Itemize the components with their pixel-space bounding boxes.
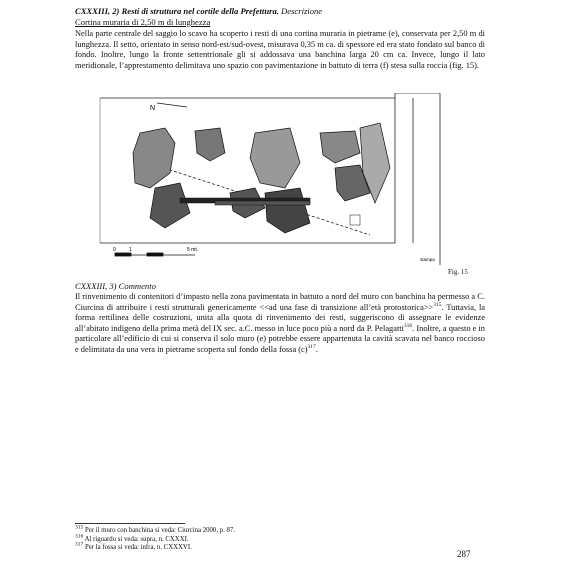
footnote-315: $^{315}$ Per il muro con banchina si veda: Ciurcina 2000, p. 87. (75, 524, 236, 534)
wall-subheading: Cortina muraria di 2,50 m di lunghezza (75, 17, 211, 27)
commento-text: Il rinvenimento di contenitori d’impasto nella zona pavimentata in battuto a nord del muro con banchina ha permesso a C. Ciurcina di attribuire i resti strutturali genericamente <<ad una fase di transizione all’età protostorica>>$^{315}$. Tuttavia, la forma rettilinea delle costruzioni, unita alla quota di rinvenimento dei resti, suggeriscono di assegnare le evidenze all’abitato indigeno della prima metà del IX sec. a.C. messo in luce poco più a nord da P. Pelagatti$^{316}$. Inoltre, a questo e in particolare all’edificio di cui si conserva il solo muro (e) potrebbe essere appartenuta la cavità scavata nel banco roccioso e delimitata da una vera in pietrame scoperta sul fondo della fossa $(c)^{317}$. (75, 292, 485, 354)
footnote-divider (75, 523, 185, 524)
footnote-ref-315[interactable]: 315 (433, 301, 442, 308)
section-heading-title: CXXXIII, 2) Resti di struttura nel cortile della Prefettura. (75, 6, 279, 16)
description-text: Nella parte centrale del saggio lo scavo ha scoperto i resti di una cortina muraria in pietrame (e), conservata per 2,50 m di lunghezza. Il setto, orientato in senso nord-est/sud-ovest, misurava 0,35 m ca. di spessore ed era stato fondato sul banco di fondo. Inoltre, lungo la fronte settentrionale gli si addossava una banchina larga 20 cm ca. Invece, lungo il lato meridionale, l’apprestamento delimitava uno spazio con pavimentazione in battuto di terra (f) stesa sulla roccia (fig. 15). (75, 29, 485, 70)
scale-label-5: 5 mt. (187, 247, 199, 253)
commento-heading: CXXXIII, 3) Commento (75, 281, 156, 291)
scale-label-0: 0 (113, 247, 116, 253)
footnote-ref-317[interactable]: 317 (307, 344, 316, 351)
section-heading-subtitle: Descrizione (281, 6, 323, 16)
footnotes (75, 524, 236, 553)
excavation-plan-figure (95, 93, 460, 265)
page-number: 287 (457, 549, 471, 559)
footnote-ref-316[interactable]: 316 (403, 322, 413, 329)
footnote-316: $^{316}$ Al riguardo si veda: supra, n. CXXXI. (75, 533, 189, 543)
figure-caption: Fig. 15 (448, 268, 468, 276)
footnote-317: $^{317}$ Per la fossa si veda: infra, n. CXXXVI. (75, 541, 192, 552)
description-paragraph (75, 29, 485, 71)
commento-paragraph (75, 292, 485, 356)
section-heading-2 (75, 6, 322, 17)
north-label: N (150, 105, 156, 112)
scale-label-1: 1 (129, 247, 132, 253)
section-stamp-label: stampa (420, 257, 435, 262)
